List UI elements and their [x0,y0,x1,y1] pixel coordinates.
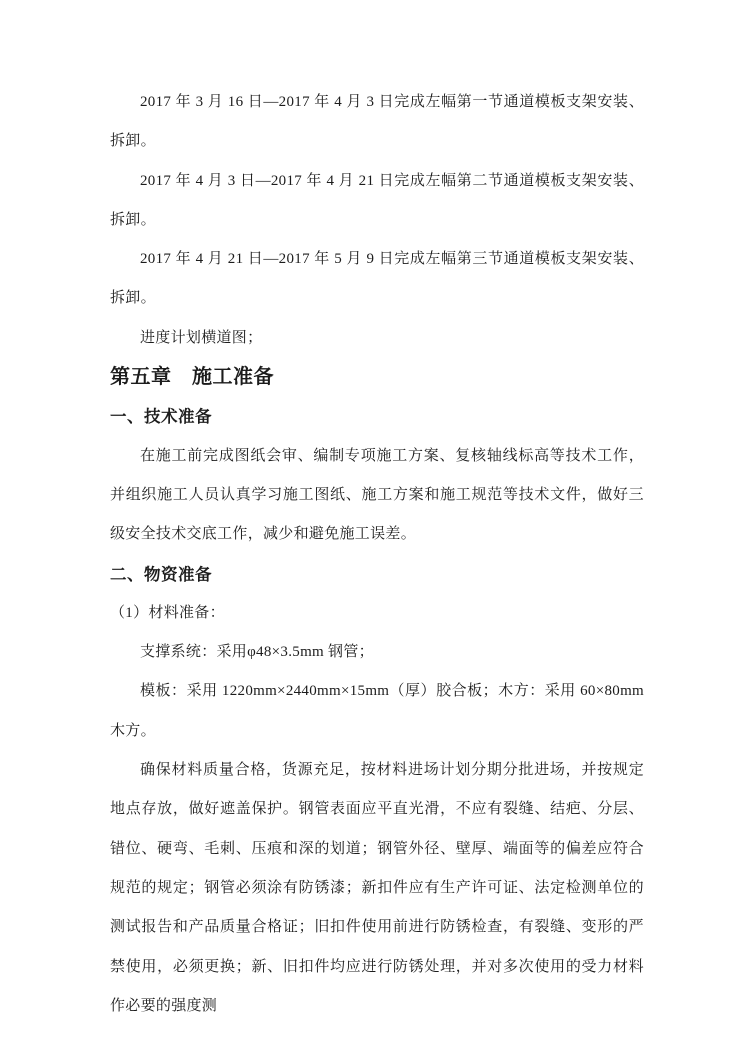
paragraph-technical-prep: 在施工前完成图纸会审、编制专项施工方案、复核轴线标高等技术工作，并组织施工人员认真学习施工图纸、施工方案和施工规范等技术文件，做好三级安全技术交底工作，减少和避免施工误差。 [110,447,644,543]
paragraph-schedule-3: 2017 年 4 月 21 日—2017 年 5 月 9 日完成左幅第三节通道模板支架安装、拆卸。 [110,251,644,307]
chapter-heading: 第五章 施工准备 [110,366,274,389]
section-heading-material-prep: 二、物资准备 [110,564,212,584]
paragraph-schedule-2: 2017 年 4 月 3 日—2017 年 4 月 21 日完成左幅第二节通道模板支架安装、拆卸。 [110,172,644,228]
label-material-prep: （1）材料准备： [110,604,225,621]
paragraph-gantt-note: 进度计划横道图； [140,329,263,346]
paragraph-schedule-1: 2017 年 3 月 16 日—2017 年 4 月 3 日完成左幅第一节通道模板支架安装、拆卸。 [110,94,644,150]
paragraph-material-quality: 确保材料质量合格，货源充足，按材料进场计划分期分批进场，并按规定地点存放，做好遮盖保护。钢管表面应平直光滑，不应有裂缝、结疤、分层、错位、硬弯、毛刺、压痕和深的划道；钢管外径、壁厚、端面等的偏差应符合规范的规定；钢管必须涂有防锈漆；新扣件应有生产许可证、法定检测单位的测试报告和产品质量合格证；旧扣件使用前进行防锈检查，有裂缝、变形的严禁使用，必须更换；新、旧扣件均应进行防锈处理，并对多次使用的受力材料作必要的强度测 [110,762,644,1014]
list-item-formwork: 模板：采用 1220mm×2440mm×15mm（厚）胶合板；木方：采用 60×80mm 木方。 [110,683,644,739]
section-heading-technical-prep: 一、技术准备 [110,407,212,427]
list-item-support-system: 支撑系统：采用φ48×3.5mm 钢管； [140,644,374,661]
